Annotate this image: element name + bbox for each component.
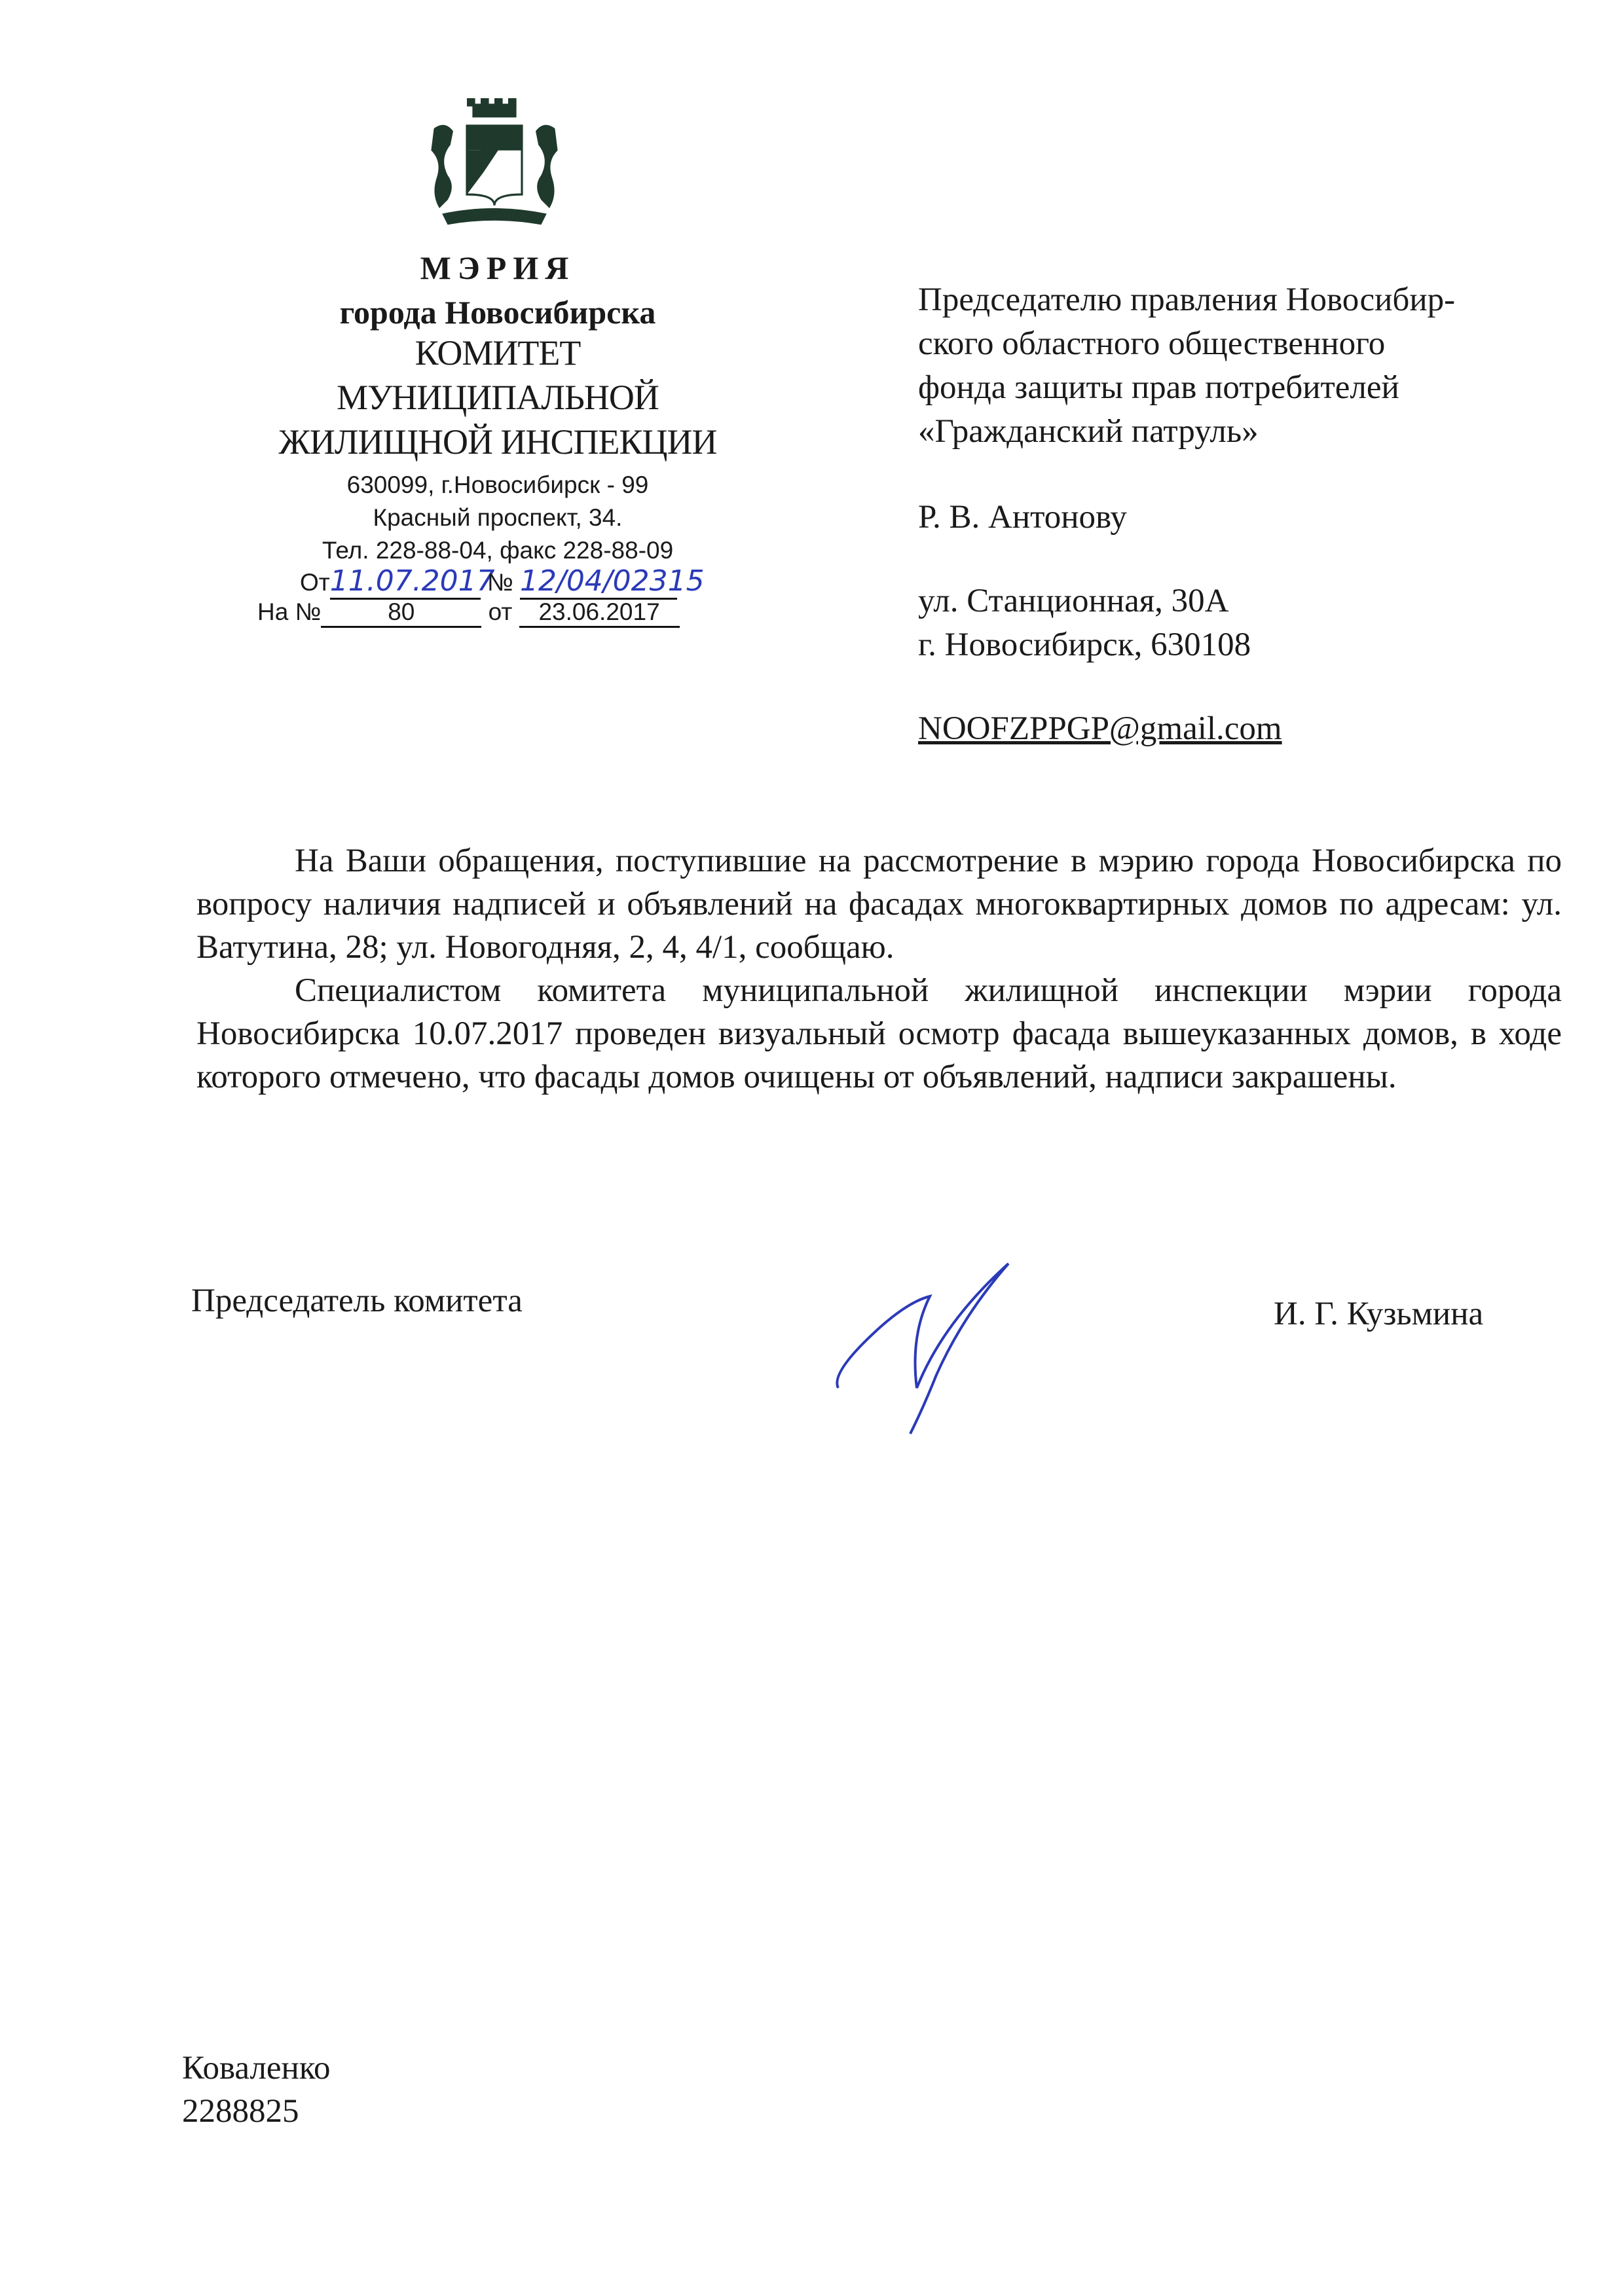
- recipient-line: «Гражданский патруль»: [918, 413, 1259, 450]
- reply-label: На №: [257, 598, 322, 625]
- number-label: №: [487, 569, 513, 596]
- signatory-name: И. Г. Кузьмина: [1274, 1296, 1484, 1332]
- executor-name: Коваленко: [182, 2050, 331, 2086]
- recipient-street: ул. Станционная, 30А: [918, 583, 1229, 619]
- outgoing-number: 12/04/02315: [520, 564, 677, 600]
- executor-phone: 2288825: [182, 2093, 299, 2130]
- signatory-position: Председатель комитета: [191, 1283, 523, 1319]
- outgoing-ref: [300, 564, 705, 600]
- city-emblem-logo: [426, 98, 563, 236]
- recipient-email: NOOFZPPGP@gmail.com: [918, 710, 1282, 747]
- paragraph-1: На Ваши обращения, поступившие на рассмотрение в мэрию города Новосибирска по вопросу наличия надписей и объявлений на фасадах многоквартирных домов по адресам: ул. Ватутина, 28; ул. Новогодняя, 2, 4, 4/1, сообщаю.: [196, 843, 1562, 966]
- org-committee-3: ЖИЛИЩНОЙ ИНСПЕКЦИИ: [278, 422, 717, 462]
- from-label: От: [300, 569, 330, 596]
- recipient-name: Р. В. Антонову: [918, 499, 1127, 536]
- outgoing-date: 11.07.2017: [330, 564, 481, 600]
- org-committee-2: МУНИЦИПАЛЬНОЙ: [337, 378, 659, 417]
- reply-number: 80: [321, 598, 481, 628]
- org-title: МЭРИЯ: [420, 249, 576, 286]
- recipient-line: ского областного общественного: [918, 325, 1386, 362]
- recipient-line: фонда защиты прав потребителей: [918, 369, 1399, 406]
- org-committee: КОМИТЕТ: [415, 333, 581, 373]
- org-phone: Тел. 228-88-04, факс 228-88-09: [322, 537, 674, 564]
- letter-body: [196, 839, 1562, 1099]
- org-address-1: 630099, г.Новосибирск - 99: [346, 471, 649, 498]
- org-city: города Новосибирска: [339, 294, 656, 331]
- recipient-line: Председателю правления Новосибир-: [918, 282, 1456, 318]
- incoming-ref: [257, 598, 680, 628]
- paragraph-2: Специалистом комитета муниципальной жилищной инспекции мэрии города Новосибирска 10.07.2017 проведен визуальный осмотр фасада вышеуказанных домов, в ходе которого отмечено, что фасады домов очищены от объявлений, надписи закрашены.: [196, 972, 1562, 1095]
- reply-date: 23.06.2017: [519, 598, 680, 628]
- reply-from-label: от: [488, 598, 513, 625]
- recipient-block: [918, 278, 1455, 751]
- org-address-2: Красный проспект, 34.: [373, 504, 623, 531]
- handwritten-signature: [825, 1257, 1061, 1447]
- recipient-city: г. Новосибирск, 630108: [918, 627, 1251, 663]
